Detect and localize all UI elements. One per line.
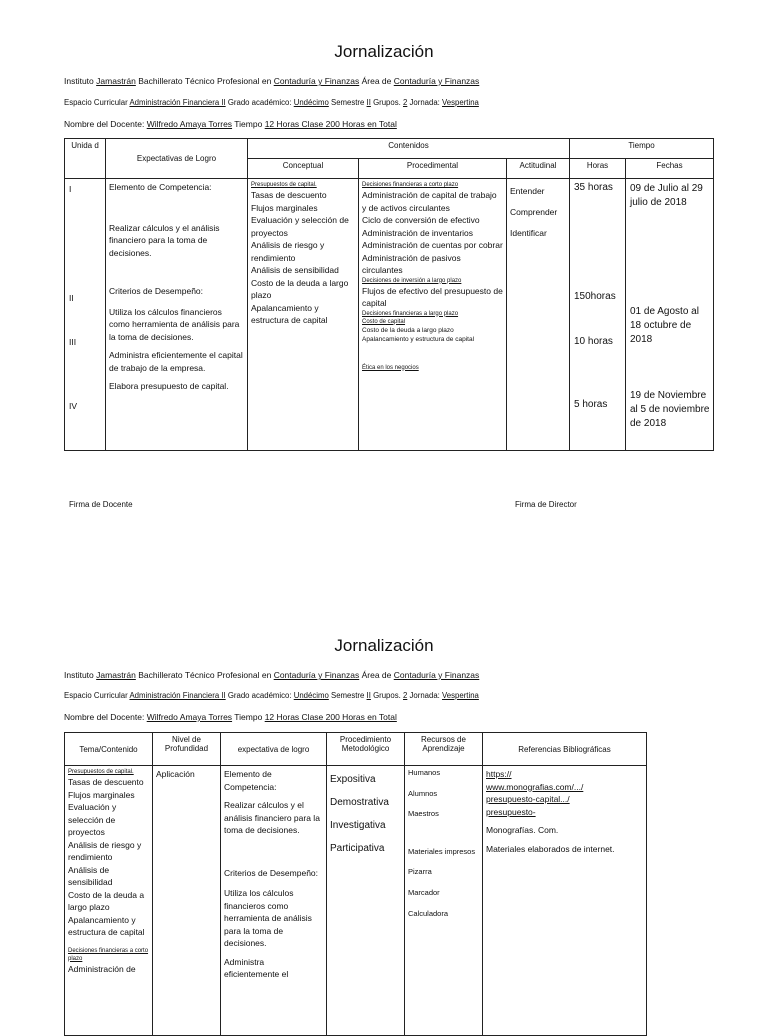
shift-value: Vespertina (442, 98, 479, 107)
area-label: Área de (361, 76, 392, 86)
header-referencias: Referencias Bibliográficas (483, 733, 647, 766)
header-tema: Tema/Contenido (65, 733, 153, 766)
recurso-item: Pizarra (408, 867, 432, 876)
grade-label: Grado académico: (227, 98, 292, 107)
page-title: Jornalización (334, 42, 434, 61)
institute-line (64, 76, 479, 86)
teacher-line (64, 712, 397, 722)
unit-i: I (69, 184, 72, 194)
groups-value: 2 (402, 98, 408, 107)
procedimental-item: Flujos de efectivo del presupuesto de capital (362, 285, 503, 308)
space-label: Espacio Curricular (64, 691, 128, 700)
competencia-text: Realizar cálculos y el análisis financiero para la toma de decisiones. (224, 800, 320, 835)
header-actitudinal: Actitudinal (507, 159, 570, 179)
actitudinal-item: Entender (510, 186, 545, 196)
space-name: Administración Financiera II (129, 98, 226, 107)
procedimiento-item: Expositiva (330, 774, 376, 785)
procedimental-item: Administración de inventarios (362, 227, 474, 238)
procedimiento-item: Demostrativa (330, 797, 389, 808)
tema-heading: Decisiones financieras a corto plazo (68, 947, 149, 962)
competencia-text: Realizar cálculos y el análisis financiero para la toma de decisiones. (109, 222, 220, 258)
area-label: Área de (361, 670, 392, 680)
horas-value: 150horas (574, 291, 616, 302)
procedimental-item: Administración de cuentas por cobrar (362, 240, 503, 250)
program-label: Bachillerato Técnico Profesional en (138, 670, 272, 680)
time-value: 12 Horas Clase 200 Horas en Total (264, 119, 397, 129)
recurso-item: Marcador (408, 888, 440, 897)
procedimiento-item: Investigativa (330, 820, 386, 831)
program-name: Contaduría y Finanzas (273, 670, 360, 680)
fecha-value: 01 de Agosto al 18 octubre de 2018 (630, 306, 699, 345)
planning-table (64, 138, 714, 451)
procedimental-heading-4: Costo de capital (362, 318, 406, 325)
procedimental-item: Administración de capital de trabajo y de activos circulantes (362, 190, 497, 213)
recursos-cell (405, 766, 483, 1036)
header-recursos: Recursos de Aprendizaje (405, 733, 483, 766)
units-cell (65, 179, 106, 451)
criterio-2-cont: eficientemente el (224, 969, 289, 979)
nivel-cell (153, 766, 221, 1036)
conceptual-item: Análisis de riesgo y rendimiento (251, 240, 325, 263)
teacher-name: Wilfredo Amaya Torres (146, 712, 233, 722)
teacher-name: Wilfredo Amaya Torres (146, 119, 233, 129)
procedimiento-cell (327, 766, 405, 1036)
criterio-2: Administra eficientemente el capital de trabajo de la empresa. (109, 350, 243, 373)
procedimental-cell (359, 179, 507, 451)
time-value: 12 Horas Clase 200 Horas en Total (264, 712, 397, 722)
teacher-line (64, 119, 397, 129)
header-expectativa: expectativa de logro (221, 733, 327, 766)
curricular-line (64, 98, 479, 107)
tema-item: Apalancamiento y estructura de capital (68, 914, 145, 937)
header-contenidos: Contenidos (248, 139, 570, 159)
header-expectativas: Expectativas de Logro (106, 139, 248, 179)
header-procedimental: Procedimental (359, 159, 507, 179)
header-unidad: Unida d (65, 139, 106, 179)
recurso-item: Maestros (408, 809, 439, 818)
header-horas: Horas (570, 159, 626, 179)
procedimental-heading-1: Decisiones financieras a corto plazo (362, 182, 459, 188)
teacher-label: Nombre del Docente: (64, 119, 145, 129)
shift-label: Jornada: (409, 691, 440, 700)
criterio-1: Utiliza los cálculos financieros como herramienta de análisis para la toma de decisiones. (224, 888, 312, 948)
tema-cell (65, 766, 153, 1036)
unit-iv: IV (69, 401, 78, 411)
criterio-3: Elabora presupuesto de capital. (109, 381, 229, 391)
recurso-item: Materiales impresos (408, 847, 476, 856)
unit-iii: III (69, 337, 77, 347)
curricular-line (64, 691, 479, 700)
time-label: Tiempo (234, 712, 263, 722)
procedimiento-item: Participativa (330, 843, 385, 854)
grade-label: Grado académico: (227, 691, 292, 700)
tema-item: Análisis de sensibilidad (68, 864, 113, 887)
actitudinal-item: Comprender (510, 207, 558, 217)
semester-label: Semestre (331, 691, 365, 700)
institute-name: Jamastrán (96, 76, 136, 86)
tema-item: Flujos marginales (68, 789, 135, 800)
conceptual-cell (248, 179, 359, 451)
procedimental-item: Ciclo de conversión de efectivo (362, 215, 480, 225)
teacher-label: Nombre del Docente: (64, 712, 145, 722)
conceptual-item: Costo de la deuda a largo plazo (251, 277, 349, 300)
actitudinal-item: Identificar (510, 228, 547, 238)
recurso-item: Calculadora (408, 909, 449, 918)
groups-value: 2 (402, 691, 408, 700)
conceptual-item: Flujos marginales (251, 202, 318, 213)
institute-label: Instituto (64, 670, 94, 680)
tema-item: Administración de (68, 963, 136, 974)
space-label: Espacio Curricular (64, 98, 128, 107)
unit-ii: II (69, 293, 74, 303)
tema-heading: Presupuestos de capital. (68, 769, 134, 775)
fechas-cell (626, 179, 714, 451)
space-name: Administración Financiera II (129, 691, 226, 700)
competencia-label: Elemento de Competencia: (224, 769, 277, 792)
area-name: Contaduría y Finanzas (393, 670, 480, 680)
header-nivel: Nivel de Profundidad (153, 733, 221, 766)
horas-value: 35 horas (574, 182, 613, 193)
program-label: Bachillerato Técnico Profesional en (138, 76, 272, 86)
institute-line (64, 670, 479, 680)
grade-value: Undécimo (293, 98, 329, 107)
procedimental-heading-2: Decisiones de inversión a largo plazo (362, 277, 462, 284)
fecha-value: 19 de Noviembre al 5 de noviembre de 2018 (630, 390, 710, 429)
nivel-value: Aplicación (156, 769, 195, 779)
header-tiempo: Tiempo (570, 139, 714, 159)
shift-label: Jornada: (409, 98, 440, 107)
firma-docente: Firma de Docente (69, 500, 133, 509)
methodology-table (64, 732, 647, 1036)
fecha-value: 09 de Julio al 29 julio de 2018 (630, 183, 703, 208)
area-name: Contaduría y Finanzas (393, 76, 480, 86)
criterios-label: Criterios de Desempeño: (224, 867, 319, 878)
actitudinal-cell (507, 179, 570, 451)
competencia-label: Elemento de Competencia: (109, 182, 212, 192)
horas-value: 5 horas (574, 399, 608, 410)
institute-label: Instituto (64, 76, 94, 86)
tema-item: Evaluación y selección de proyectos (68, 802, 117, 837)
tema-item: Análisis de riesgo y rendimiento (68, 839, 142, 862)
firma-director: Firma de Director (515, 500, 577, 509)
conceptual-heading: Presupuestos de capital. (251, 182, 317, 188)
tema-item: Costo de la deuda a largo plazo (68, 889, 145, 912)
referencia-item: Monografías. Com. (486, 825, 559, 835)
header-fechas: Fechas (626, 159, 714, 179)
time-label: Tiempo (234, 119, 263, 129)
institute-name: Jamastrán (96, 670, 136, 680)
recurso-item: Humanos (408, 768, 441, 777)
procedimental-item: Apalancamiento y estructura de capital (362, 335, 475, 343)
procedimental-item: Costo de la deuda a largo plazo (362, 326, 454, 334)
horas-cell (570, 179, 626, 451)
conceptual-item: Evaluación y selección de proyectos (251, 215, 349, 238)
criterios-label: Criterios de Desempeño: (109, 286, 204, 296)
conceptual-item: Análisis de sensibilidad (251, 265, 339, 275)
conceptual-item: Apalancamiento y estructura de capital (251, 302, 328, 325)
referencias-cell (483, 766, 647, 1036)
referencia-link[interactable]: https:// www.monografias.com/.../ presupuesto-capital.../ presupuesto- (486, 769, 584, 817)
procedimental-item: Administración de pasivos circulantes (362, 252, 461, 275)
procedimental-heading-5: Ética en los negocios (362, 364, 419, 371)
expectativa-cell (221, 766, 327, 1036)
horas-value: 10 horas (574, 336, 613, 347)
header-procedimiento: Procedimiento Metodológico (327, 733, 405, 766)
procedimental-heading-3: Decisiones financieras a largo plazo (362, 310, 459, 317)
semester-label: Semestre (331, 98, 365, 107)
semester-value: II (366, 98, 371, 107)
grade-value: Undécimo (293, 691, 329, 700)
criterio-1: Utiliza los cálculos financieros como herramienta de análisis para la toma de decisiones. (109, 306, 240, 342)
tema-item: Tasas de descuento (68, 777, 144, 787)
program-name: Contaduría y Finanzas (273, 76, 360, 86)
referencia-item: Materiales elaborados de internet. (486, 843, 615, 854)
conceptual-item: Tasas de descuento (251, 190, 327, 200)
page-title: Jornalización (334, 636, 434, 655)
header-conceptual: Conceptual (248, 159, 359, 179)
criterio-2: Administra (224, 956, 265, 967)
expectativas-cell (106, 179, 248, 451)
groups-label: Grupos. (373, 691, 401, 700)
shift-value: Vespertina (442, 691, 479, 700)
recurso-item: Alumnos (408, 789, 438, 798)
groups-label: Grupos. (373, 98, 401, 107)
semester-value: II (366, 691, 371, 700)
